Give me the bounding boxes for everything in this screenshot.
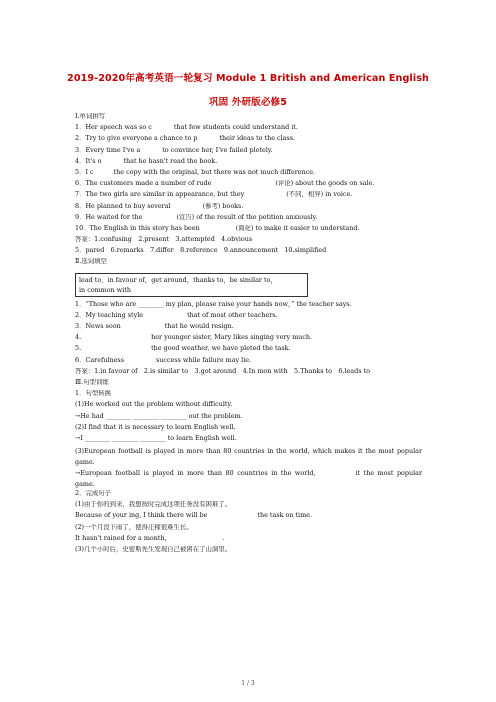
section-heading-spelling: Ⅰ.单词拼写 xyxy=(75,113,106,120)
exercise-prompt-cn: (3)几个小时后，史密斯先生发现自己被困在了山洞里。 xyxy=(75,546,232,553)
exercise-item: 5．I c the copy with the original, but there was not much difference. xyxy=(75,168,316,176)
exercise-answer-line: →He had ________ ________ ________ out the problem. xyxy=(75,412,243,420)
exercise-item: 4. her younger sister, Mary likes singing very much. xyxy=(75,334,313,342)
exercise-prompt-cn: (2)一个月没下雨了，使得庄稼很难生长。 xyxy=(75,523,193,531)
exercise-answer-line: →European football is played in more than 80 countries in the world, it the most popular game. xyxy=(75,469,422,489)
exercise-item: 8．He planned to buy several (参考) books. xyxy=(75,202,244,210)
exercise-item: 10．The English in this story has been (简化) to make it easier to understand. xyxy=(75,224,360,232)
exercise-item: 5. the good weather, we have pleted the task. xyxy=(75,345,291,353)
exercise-item: 6．The customers made a number of rude (评论) about the goods on sale. xyxy=(75,180,375,188)
answer-line: 5．pared 6.remarks 7.differ 8.reference 9.announcement 10.simplified xyxy=(75,247,327,255)
exercise-item: 2．My teaching style that of most other teachers. xyxy=(75,311,278,319)
exercise-item: 1．Her speech was so c that few students could understand it. xyxy=(75,124,298,132)
exercise-question: (3)European football is played in more than 80 countries in the world, which makes it the most popular game. xyxy=(75,447,422,467)
section-heading-sentence-drills: Ⅲ.句型训练 xyxy=(75,378,109,386)
exercise-answer-line: →I ________ ________ ________ to learn English well. xyxy=(75,434,237,442)
exercise-item: 2．Try to give everyone a chance to p their ideas to the class. xyxy=(75,135,296,143)
section-heading-fill-in: Ⅱ.选词填空 xyxy=(75,258,107,266)
word-bank-box xyxy=(75,273,308,297)
exercise-question: (1)He worked out the problem without difficulty. xyxy=(75,401,233,409)
exercise-item: 7．The two girls are similar in appearance, but they (不同，相异) in voice. xyxy=(75,191,353,199)
exercise-answer-line: Because of your ing, I think there will be the task on time. xyxy=(75,512,312,520)
document-title-line1: 2019-2020年高考英语一轮复习 Module 1 British and American English xyxy=(67,73,429,84)
exercise-item: 3．News soon that he would resign. xyxy=(75,323,234,330)
exercise-item: 3．Every time I've a to convince her, I've failed pletely. xyxy=(75,146,273,154)
answer-line: 答案：1.confusing 2.present 3.attempted 4.obvious xyxy=(75,236,253,244)
answer-line: 答案：1.in favour of 2.is similar to 3.got around 4.In mon with 5.Thanks to 6.leads to xyxy=(75,367,370,375)
word-bank-line: in common with xyxy=(79,285,131,294)
exercise-prompt-cn: (1)由于你的到来，我想按时完成这项任务没有困难了。 xyxy=(75,501,232,509)
exercise-item: 9．He waited for the (宣告) of the result of the petition anxiously. xyxy=(75,213,318,221)
subsection-heading: 1．句型转换 xyxy=(75,390,112,398)
document-body xyxy=(75,113,422,557)
exercise-item: 4．It's o that he hasn't read the book. xyxy=(75,157,218,165)
document-title-line2: 巩固 外研版必修5 xyxy=(208,97,288,108)
exercise-answer-line: It hasn't rained for a month, . xyxy=(75,534,225,542)
exercise-item: 1．“Those who are ________ my plan, please raise your hands now，” the teacher says. xyxy=(75,300,352,308)
exercise-item: 6．Carefulness success while failure may lie. xyxy=(75,356,252,364)
page-number: 1 / 3 xyxy=(241,680,255,687)
word-bank-line: lead to，in favour of，get around，thanks to，be similar to， xyxy=(79,275,277,284)
exercise-question: (2)I find that it is necessary to learn English well. xyxy=(75,423,236,431)
subsection-heading: 2．完成句子 xyxy=(75,490,112,498)
